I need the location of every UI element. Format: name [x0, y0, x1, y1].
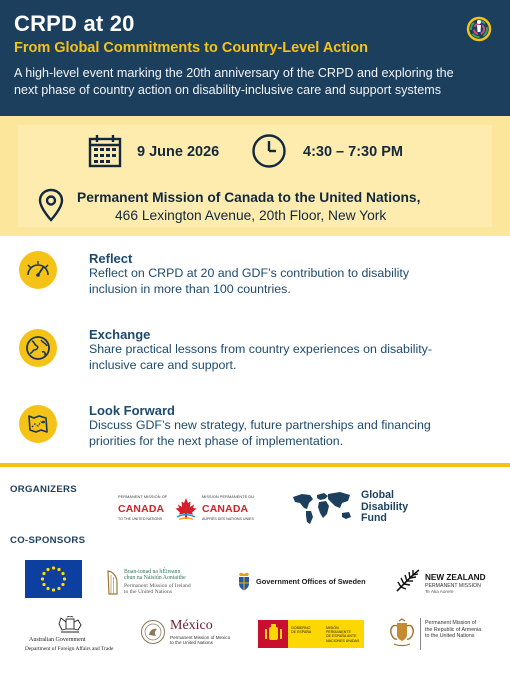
maple-leaf-icon — [174, 497, 198, 521]
canada-mission-logo — [116, 494, 256, 524]
australia-logo-text: Australian Government — [29, 637, 86, 643]
spain-logo-red-panel — [258, 620, 288, 648]
australia-government-logo — [25, 616, 120, 654]
ireland-mission-logo — [106, 569, 231, 597]
canada-logo-text: TO THE UNITED NATIONS — [118, 517, 163, 521]
ireland-logo-line: chun na Náisiún Aontaithe — [124, 575, 186, 582]
theme-description — [89, 418, 481, 449]
australian-crest-icon — [57, 616, 83, 634]
sweden-government-logo — [237, 572, 377, 592]
spain-logo-line: DE ESPAÑA — [291, 630, 312, 635]
venue-address: 466 Lexington Avenue, 20th Floor, New York — [115, 208, 387, 223]
theme-description-line: inclusion in more than 100 countries. — [89, 281, 291, 296]
nz-logo-text: Te Aka Aorere — [425, 589, 454, 594]
mexican-seal-icon — [140, 619, 166, 645]
eu-stars-icon — [25, 560, 82, 598]
swedish-crest-icon — [237, 572, 251, 591]
canada-logo-text: CANADA — [118, 504, 165, 515]
location-pin-icon — [38, 188, 64, 222]
ireland-logo-line: Permanent Mission of Ireland — [124, 583, 191, 589]
mexico-mission-logo — [140, 618, 240, 648]
spain-logo-line: NACIONES UNIDAS — [326, 638, 360, 643]
theme-description-line: inclusive care and support. — [89, 357, 237, 372]
armenia-logo-line: the Republic of Armenia — [425, 626, 482, 633]
venue-name: Permanent Mission of Canada to the United Nations, — [77, 190, 421, 205]
silver-fern-icon — [395, 567, 421, 593]
spain-logo-line: MISIÓN PERMANENTE — [326, 626, 351, 635]
world-map-icon — [290, 489, 354, 525]
gauge-icon — [19, 251, 57, 289]
gdf-logo-text — [361, 490, 408, 525]
armenia-logo-text — [425, 620, 481, 640]
event-description-line-1: A high-level event marking the 20th anniversary of the CRPD and exploring the — [14, 66, 454, 80]
crpd-logo-icon — [464, 14, 494, 44]
theme-description-line: Reflect on CRPD at 20 and GDF’s contribution to disability — [89, 266, 410, 280]
clock-icon — [251, 133, 287, 169]
organizers-label: ORGANIZERS — [10, 484, 77, 495]
ireland-logo-line: to the United Nations — [124, 589, 173, 596]
armenia-logo-line: Permanent Mission of — [425, 620, 477, 626]
mexico-logo-word: México — [170, 618, 213, 633]
mexico-logo-text: to the United Nations — [170, 640, 213, 645]
theme-description-line: priorities for the next phase of implementation. — [89, 433, 344, 448]
sweden-logo-text: Government Offices of Sweden — [256, 577, 366, 586]
event-description — [14, 65, 496, 99]
theme-description — [89, 266, 481, 297]
gdf-logo-line: Disability — [361, 500, 409, 513]
canada-logo-text: PERMANENT MISSION OF — [118, 495, 168, 499]
calendar-icon — [88, 134, 122, 168]
armenia-logo-line: to the United Nations — [425, 633, 475, 640]
spain-logo-left — [291, 626, 311, 634]
canada-logo-text: CANADA — [202, 504, 249, 515]
nz-logo-text: PERMANENT MISSION — [425, 583, 481, 589]
gdf-logo-line: Fund — [361, 512, 387, 525]
theme-description — [89, 342, 481, 373]
event-date: 9 June 2026 — [137, 144, 220, 160]
gdf-logo-line: Global — [361, 489, 394, 501]
nz-logo-text: NEW ZEALAND — [425, 573, 486, 582]
globe-icon — [19, 329, 57, 367]
page-subtitle: From Global Commitments to Country-Level Action — [14, 40, 368, 56]
armenian-crest-icon — [388, 618, 416, 648]
ireland-logo-irish — [124, 569, 186, 582]
header-banner — [0, 0, 510, 116]
spain-logo-line: DE ESPAÑA ANTE — [326, 634, 357, 639]
spain-mission-logo — [258, 620, 364, 648]
event-time: 4:30 – 7:30 PM — [303, 144, 403, 160]
page-title: CRPD at 20 — [14, 11, 135, 36]
theme-title: Exchange — [89, 327, 151, 342]
ireland-logo-english — [124, 583, 191, 596]
theme-description-line: Discuss GDF’s new strategy, future partnerships and financing — [89, 418, 431, 432]
map-icon — [19, 405, 57, 443]
canada-logo-text: AUPRÈS DES NATIONS UNIES — [202, 517, 254, 521]
eu-flag-logo — [25, 560, 82, 598]
canada-logo-text: MISSION PERMANENTE DU — [202, 495, 255, 499]
spanish-crest-icon — [258, 620, 288, 648]
section-divider — [0, 463, 510, 467]
event-description-line-2: next phase of country action on disability-inclusive care and support systems — [14, 83, 442, 97]
theme-description-line: Share practical lessons from country experiences on disability- — [89, 342, 432, 356]
theme-title: Reflect — [89, 251, 133, 266]
spain-logo-line: GOBIERNO — [291, 626, 311, 630]
armenia-logo-divider — [420, 618, 421, 650]
ireland-logo-line: Buan-ionad na hÉireann — [124, 569, 181, 575]
australia-logo-text: Department of Foreign Affairs and Trade — [25, 646, 114, 652]
theme-title: Look Forward — [89, 403, 175, 418]
new-zealand-mission-logo — [395, 565, 490, 597]
harp-icon — [106, 569, 119, 596]
armenia-mission-logo — [388, 616, 500, 654]
mexico-logo-text: Permanent Mission of Mexico — [170, 635, 231, 640]
cosponsors-label: CO-SPONSORS — [10, 535, 86, 546]
spain-logo-right — [326, 626, 364, 643]
